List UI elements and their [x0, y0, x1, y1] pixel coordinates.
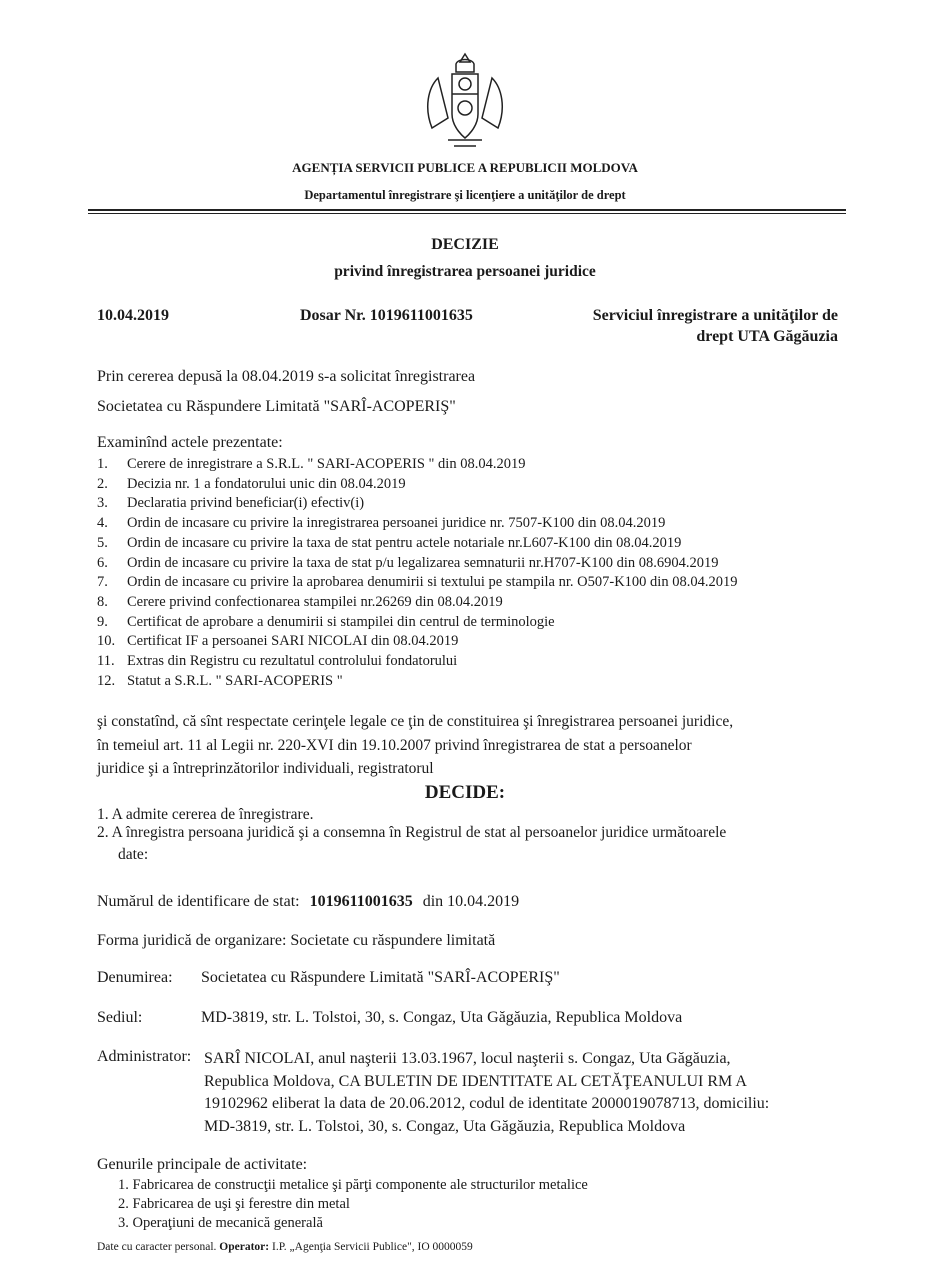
item-text: Statut a S.R.L. " SARI-ACOPERIS " [127, 672, 343, 689]
service-line-1: Serviciul înregistrare a unităţilor de [592, 307, 838, 324]
dosar-number: Dosar Nr. 1019611001635 [300, 307, 473, 324]
decision-date: 10.04.2019 [97, 307, 169, 324]
administrator-label: Administrator: [97, 1048, 192, 1065]
item-number: 3. [97, 495, 108, 512]
item-text: Ordin de incasare cu privire la aprobarea denumirii si textului pe stampila nr. O507-K100 din 08.04.2019 [127, 574, 738, 591]
service-line-2: drept UTA Găgăuzia [696, 328, 838, 345]
item-number: 8. [97, 593, 108, 610]
finding-paragraph [97, 710, 733, 781]
request-line-1: Prin cererea depusă la 08.04.2019 s-a solicitat înregistrarea [97, 368, 476, 385]
item-number: 10. [97, 633, 116, 650]
item-text: Cerere de inregistrare a S.R.L. " SARI-ACOPERIS " din 08.04.2019 [127, 456, 526, 472]
finding-line: şi constatînd, că sînt respectate cerinţele legale ce ţin de constituirea şi înregistrarea persoanei juridice, [97, 713, 734, 730]
moldova-coat-of-arms-icon [418, 48, 512, 156]
footer-operator-label: Operator: [216, 1241, 270, 1253]
examined-heading: Examinînd actele prezentate: [97, 434, 283, 451]
idno-row [97, 893, 519, 911]
item-number: 6. [97, 554, 108, 571]
administrator-line: 19102962 eliberat la data de 20.06.2012, codul de identitate 2000019078713, domiciliu: [204, 1095, 770, 1113]
item-text: Extras din Registru cu rezultatul controlului fondatorului [127, 653, 458, 669]
department-name: Departamentul înregistrare şi licenţiere a unităţilor de drept [304, 188, 626, 202]
idno-date: din 10.04.2019 [422, 893, 520, 910]
item-number: 2. [97, 475, 108, 492]
document-title: DECIZIE [431, 236, 499, 253]
item-text: Declaratia privind beneficiar(i) efectiv(i) [127, 495, 365, 512]
activity-item: 1. Fabricarea de construcţii metalice şi părţi componente ale structurilor metalice [118, 1177, 588, 1193]
legal-form-value: Societate cu răspundere limitată [290, 932, 496, 949]
legal-form-row [97, 932, 495, 950]
footer-operator: I.P. „Agenţia Servicii Publice", IO 0000059 [269, 1241, 473, 1253]
activities-heading: Genurile principale de activitate: [97, 1156, 308, 1173]
item-number: 9. [97, 613, 108, 630]
item-number: 4. [97, 515, 108, 532]
item-text: Ordin de incasare cu privire la taxa de stat p/u legalizarea semnaturii nr.H707-K100 din 08.6904.2019 [127, 554, 719, 571]
item-number: 11. [97, 653, 115, 669]
activities-list [118, 1176, 588, 1233]
agency-name: AGENȚIA SERVICII PUBLICE A REPUBLICII MOLDOVA [292, 160, 638, 175]
seat-value: MD-3819, str. L. Tolstoi, 30, s. Congaz, Uta Găgăuzia, Republica Moldova [201, 1009, 683, 1026]
activity-item: 3. Operaţiuni de mecanică generală [118, 1215, 323, 1231]
idno-value: 1019611001635 [309, 893, 413, 910]
decide-heading: DECIDE: [424, 782, 506, 803]
finding-line: juridice şi a întreprinzătorilor individuali, registratorul [97, 760, 434, 777]
item-number: 7. [97, 574, 108, 591]
company-name-value: Societatea cu Răspundere Limitată "SARÎ-ACOPERIŞ" [201, 969, 560, 986]
decide-item-2-cont: date: [118, 846, 149, 863]
item-text: Decizia nr. 1 a fondatorului unic din 08.04.2019 [127, 475, 406, 492]
personal-data-footer [97, 1241, 473, 1253]
item-text: Certificat IF a persoanei SARI NICOLAI din 08.04.2019 [127, 633, 459, 650]
header-divider [88, 209, 846, 211]
footer-text: Date cu caracter personal. [97, 1241, 217, 1253]
item-number: 1. [97, 456, 108, 472]
request-line-2: Societatea cu Răspundere Limitată "SARÎ-ACOPERIŞ" [97, 398, 456, 415]
decide-item-1: 1. A admite cererea de înregistrare. [97, 806, 314, 823]
item-text: Cerere privind confectionarea stampilei nr.26269 din 08.04.2019 [127, 593, 503, 610]
administrator-line: SARÎ NICOLAI, anul naşterii 13.03.1967, locul naşterii s. Congaz, Uta Găgăuzia, [204, 1050, 731, 1067]
legal-form-label: Forma juridică de organizare: [97, 932, 287, 949]
header-divider-thin [88, 213, 846, 214]
item-text: Ordin de incasare cu privire la inregistrarea persoanei juridice nr. 7507-K100 din 08.04.2019 [127, 515, 666, 532]
activity-item: 2. Fabricarea de uşi şi ferestre din metal [118, 1196, 350, 1212]
company-name-label: Denumirea: [97, 969, 173, 986]
item-number: 5. [97, 534, 108, 551]
administrator-value [204, 1048, 769, 1139]
seat-label: Sediul: [97, 1009, 143, 1026]
finding-line: în temeiul art. 11 al Legii nr. 220-XVI din 19.10.2007 privind înregistrarea de stat a persoanelor [97, 736, 692, 754]
administrator-line: Republica Moldova, CA BULETIN DE IDENTITATE AL CETĂŢEANULUI RM A [204, 1072, 747, 1090]
item-text: Certificat de aprobare a denumirii si stampilei din centrul de terminologie [127, 613, 555, 630]
decide-item-2: 2. A înregistra persoana juridică şi a consemna în Registrul de stat al persoanelor juridice următoarele [97, 824, 727, 841]
administrator-line: MD-3819, str. L. Tolstoi, 30, s. Congaz, Uta Găgăuzia, Republica Moldova [204, 1118, 686, 1136]
document-subtitle: privind înregistrarea persoanei juridice [334, 263, 596, 280]
idno-label: Numărul de identificare de stat: [97, 893, 300, 910]
item-number: 12. [97, 672, 116, 689]
item-text: Ordin de incasare cu privire la taxa de stat pentru actele notariale nr.L607-K100 din 08.04.2019 [127, 534, 682, 551]
service-name [593, 307, 838, 346]
